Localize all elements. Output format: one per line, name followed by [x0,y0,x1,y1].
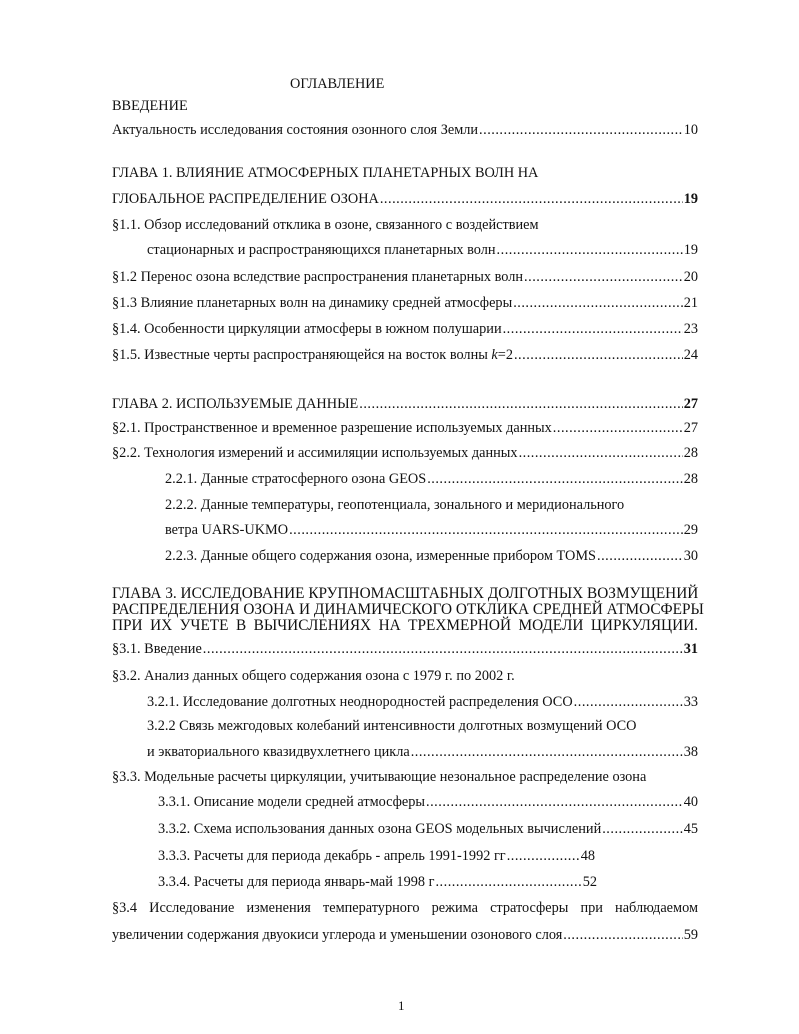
toc-entry-text: §3.1. Введение [112,641,202,657]
toc-entry-1-1[interactable] [147,239,698,261]
toc-entry-text: §1.3 Влияние планетарных волн на динамику средней атмосферы [112,295,513,311]
toc-entry-3-3-4[interactable] [158,871,597,893]
toc-entry-page: 19 [683,191,698,207]
toc-entry-text: 3.3.3. Расчеты для периода декабрь - апрель 1991-1992 гг [158,848,506,864]
section-3-4-line1: §3.4 Исследование изменения температурного режима стратосферы при наблюдаемом [112,900,698,916]
toc-entry-page: 23 [683,321,698,337]
toc-entry-page: 27 [683,420,698,436]
toc-entry-text: 3.3.1. Описание модели средней атмосферы [158,794,426,810]
toc-entry-2-2-3[interactable] [165,545,698,567]
toc-entry-page: 48 [580,848,595,864]
toc-entry-text: §1.2 Перенос озона вследствие распространения планетарных волн [112,269,524,285]
toc-entry-text: 2.2.1. Данные стратосферного озона GEOS [165,471,427,487]
toc-entry-3-3-2[interactable] [158,818,698,840]
dot-leader [479,119,683,141]
dot-leader [597,545,683,567]
toc-entry-text: §2.2. Технология измерений и ассимиляции используемых данных [112,445,518,461]
page-number: 1 [398,998,405,1013]
chapter1-title-line1: ГЛАВА 1. ВЛИЯНИЕ АТМОСФЕРНЫХ ПЛАНЕТАРНЫХ ВОЛН НА [112,165,539,181]
toc-entry-page: 10 [683,122,698,138]
toc-entry-2-2[interactable] [112,442,698,464]
toc-entry-page: 21 [683,295,698,311]
toc-entry-page: 38 [683,744,698,760]
toc-entry-1-5[interactable] [112,344,698,366]
chapter2-title: ГЛАВА 2. ИСПОЛЬЗУЕМЫЕ ДАННЫЕ [112,396,359,412]
section-1-1-line2: стационарных и распространяющихся планетарных волн [147,242,496,258]
toc-entry-page: 19 [683,242,698,258]
toc-entry-page: 31 [683,641,698,657]
toc-entry-3-4[interactable] [112,924,698,946]
toc-entry-text: §2.1. Пространственное и временное разрешение используемых данных [112,420,552,436]
toc-entry-page: 29 [683,522,698,538]
toc-entry-text: 3.2.1. Исследование долготных неоднородностей распределения ОСО [147,694,573,710]
toc-entry-page: 45 [683,821,698,837]
dot-leader [411,741,683,763]
toc-entry-chapter2[interactable] [112,393,698,415]
section-2-2-2-line1: 2.2.2. Данные температуры, геопотенциала, зонального и меридионального [165,497,625,513]
toc-entry-page: 28 [683,471,698,487]
toc-entry-intro[interactable] [112,119,698,141]
chapter3-title-line3: ПРИ ИХ УЧЕТЕ В ВЫЧИСЛЕНИЯХ НА ТРЕХМЕРНОЙ МОДЕЛИ ЦИРКУЛЯЦИИ. [112,617,698,634]
toc-entry-text: 3.3.4. Расчеты для периода январь-май 1998 г [158,874,435,890]
toc-entry-text: Актуальность исследования состояния озонного слоя Земли [112,122,479,138]
section-1-5-text: §1.5. Известные черты распространяющейся на восток волны [112,347,492,363]
section-3-2-2-line2: и экваториального квазидвухлетнего цикла [147,744,410,760]
toc-entry-page: 59 [683,927,698,943]
intro-heading: ВВЕДЕНИЕ [112,98,188,114]
dot-leader [519,442,683,464]
section-3-2: §3.2. Анализ данных общего содержания озона с 1979 г. по 2002 г. [112,668,515,684]
dot-leader [574,691,683,713]
dot-leader [524,266,683,288]
toc-entry-3-2-2[interactable] [147,741,698,763]
toc-entry-text: §1.4. Особенности циркуляции атмосферы в южном полушарии [112,321,502,337]
toc-entry-page: 28 [683,445,698,461]
toc-entry-text: 2.2.3. Данные общего содержания озона, измеренные прибором TOMS [165,548,597,564]
toc-entry-2-2-1[interactable] [165,468,698,490]
toc-title: ОГЛАВЛЕНИЕ [290,76,385,92]
dot-leader [203,638,683,660]
chapter1-title-line2: ГЛОБАЛЬНОЕ РАСПРЕДЕЛЕНИЕ ОЗОНА [112,191,379,207]
toc-entry-2-1[interactable] [112,417,698,439]
section-3-4-line2: увеличении содержания двуокиси углерода и уменьшении озонового слоя [112,927,563,943]
toc-entry-page: 52 [582,874,597,890]
section-1-1-line1: §1.1. Обзор исследований отклика в озоне, связанного с воздействием [112,217,539,233]
toc-entry-text [112,344,513,366]
toc-entry-page: 24 [683,347,698,363]
dot-leader [426,791,683,813]
chapter3-title-line1: ГЛАВА 3. ИССЛЕДОВАНИЕ КРУПНОМАСШТАБНЫХ ДОЛГОТНЫХ ВОЗМУЩЕНИЙ [112,585,699,602]
toc-entry-1-2[interactable] [112,266,698,288]
dot-leader [359,393,682,415]
toc-entry-page: 30 [683,548,698,564]
dot-leader [563,924,682,946]
dot-leader [514,344,683,366]
dot-leader [427,468,683,490]
toc-entry-3-1[interactable] [112,638,698,660]
chapter3-title [112,585,704,634]
toc-entry-page: 20 [683,269,698,285]
toc-entry-3-3-1[interactable] [158,791,698,813]
toc-entry-page: 33 [683,694,698,710]
dot-leader [507,845,580,867]
dot-leader [553,417,683,439]
dot-leader [435,871,581,893]
section-3-3: §3.3. Модельные расчеты циркуляции, учитывающие незональное распределение озона [112,769,647,785]
toc-entry-page: 27 [683,396,698,412]
toc-entry-1-4[interactable] [112,318,698,340]
dot-leader [503,318,683,340]
chapter3-title-line2: РАСПРЕДЕЛЕНИЯ ОЗОНА И ДИНАМИЧЕСКОГО ОТКЛИКА СРЕДНЕЙ АТМОСФЕРЫ [112,601,704,618]
section-3-2-2-line1: 3.2.2 Связь межгодовых колебаний интенсивности долготных возмущений ОСО [147,718,637,734]
dot-leader [380,188,683,210]
toc-entry-3-2-1[interactable] [147,691,698,713]
toc-entry-chapter1[interactable] [112,188,698,210]
toc-entry-2-2-2[interactable] [165,519,698,541]
toc-entry-page: 40 [683,794,698,810]
dot-leader [289,519,683,541]
toc-entry-3-3-3[interactable] [158,845,595,867]
section-1-5-eq: =2 [497,347,513,363]
toc-entry-text: 3.3.2. Схема использования данных озона GEOS модельных вычислений [158,821,602,837]
toc-entry-1-3[interactable] [112,292,698,314]
dot-leader [497,239,683,261]
dot-leader [513,292,683,314]
section-2-2-2-line2: ветра UARS-UKMO [165,522,289,538]
dot-leader [602,818,682,840]
section-1-5-k: k [491,347,498,363]
